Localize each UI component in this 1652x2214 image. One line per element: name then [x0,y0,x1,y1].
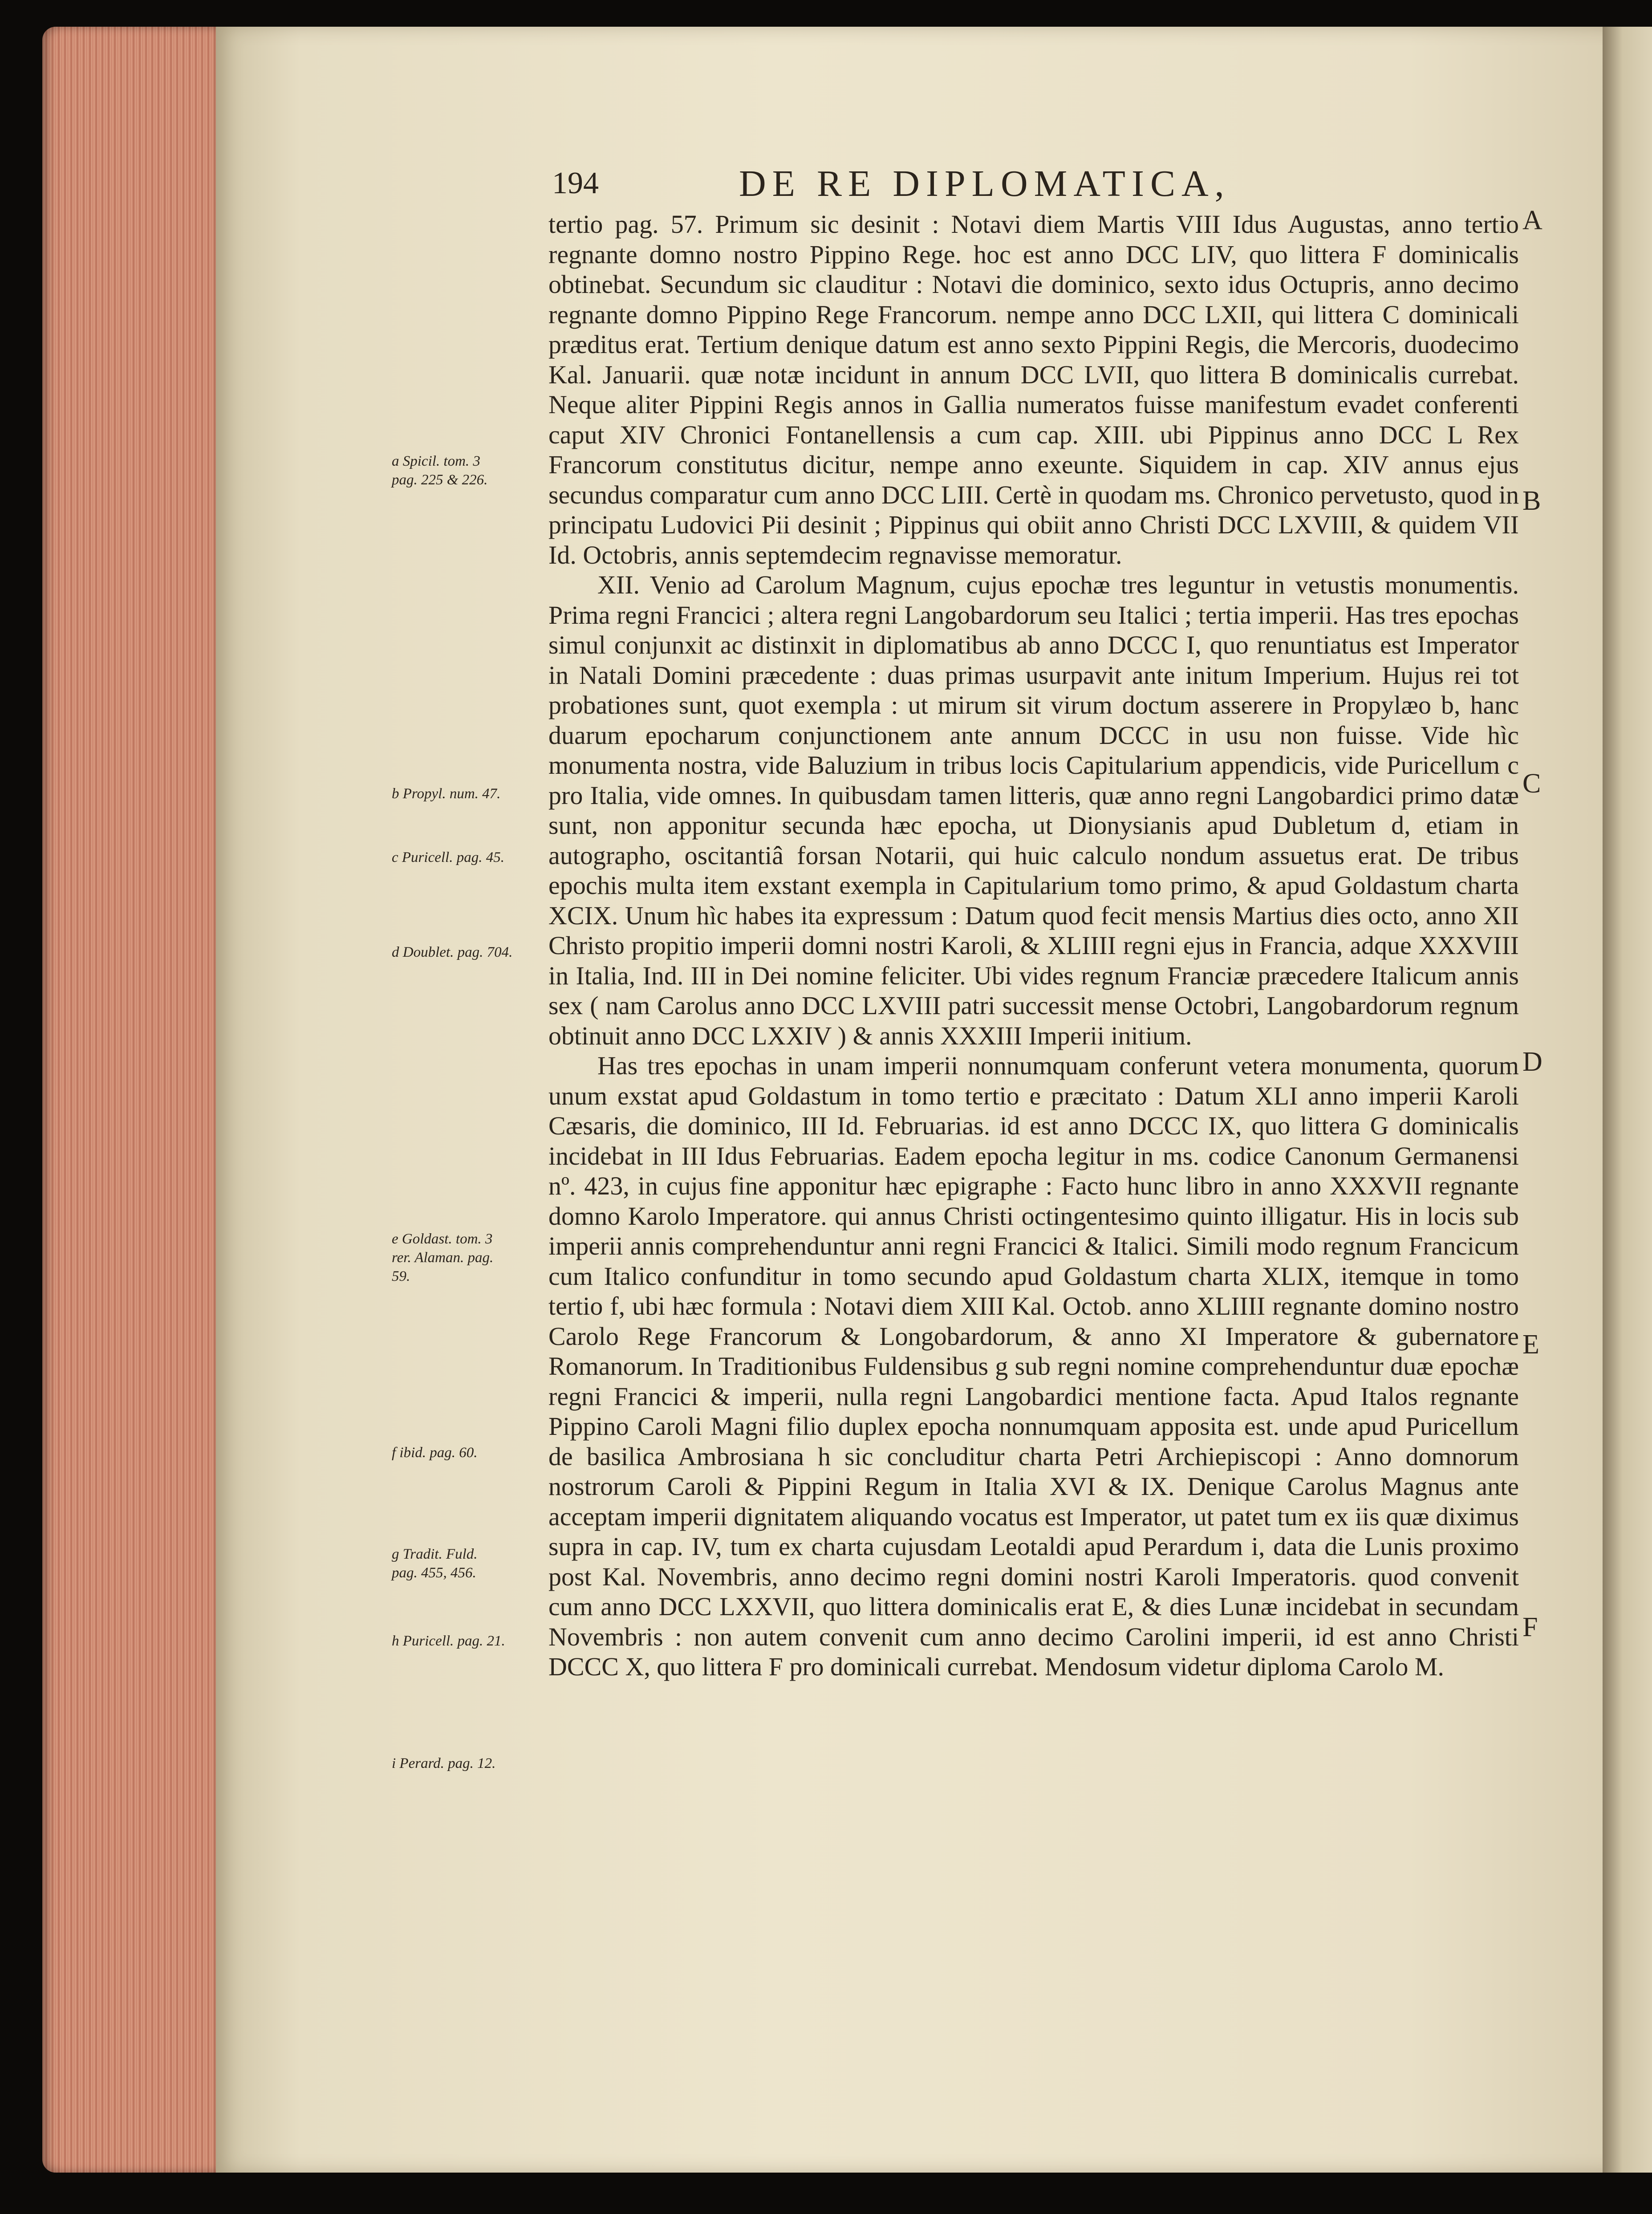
marginal-note-line: pag. 455, 456. [392,1565,476,1581]
paragraph: tertio pag. 57. Primum sic desinit : Notavi diem Martis VIII Idus Augustas, anno tertio regnante domno nostro Pippino Rege. hoc est anno DCC LIV, quo littera F dominicalis obtinebat. Secundum sic clauditur : Notavi die dominico, sexto idus Octupris, anno decimo regnante domno Pippino Rege Francorum. nempe anno DCC LXII, qui littera C dominicali præditus erat. Tertium denique datum est anno sexto Pippini Regis, die Mercoris, duodecimo Kal. Januarii. quæ notæ incidunt in annum DCC LVII, quo littera B dominicalis currebat. Neque aliter Pippini Regis annos in Gallia numeratos fuisse manifestum evadet conferenti caput XIV Chronici Fontanellensis a cum cap. XIII. ubi Pippinus anno DCC L Rex Francorum constitutus dicitur, nempe anno exeunte. Siquidem in cap. XIV annus ejus secundus comparatur cum anno DCC LIII. Certè in quodam ms. Chronico pervetusto, quod in principatu Ludovici Pii desinit ; Pippinus qui obiit anno Christi DCC LXVIII, & quidem VII Id. Octobris, annis septemdecim regnavisse memoratur. [548,210,1519,569]
marginal-note-line: b Propyl. num. 47. [392,786,501,802]
marginal-note-line: g Tradit. Fuld. [392,1546,478,1562]
page-number: 194 [552,166,599,200]
section-letter-e: E [1522,1329,1539,1360]
section-letter-c: C [1522,768,1541,799]
marginal-note-line: e Goldast. tom. 3 [392,1231,493,1247]
section-letter-d: D [1522,1047,1542,1077]
marginal-note-line: 59. [392,1268,410,1284]
page-header [552,163,1514,215]
main-text [548,209,1519,1682]
section-letter-a: A [1522,205,1542,236]
marginal-note-line: d Doublet. pag. 704. [392,944,513,960]
marginal-note-line: c Puricell. pag. 45. [392,849,504,865]
book-page-edges [42,27,216,2173]
facing-page-edge [1603,27,1652,2173]
marginal-note-g [392,1545,543,1582]
marginal-note-c [392,848,543,867]
marginal-note-line: f ibid. pag. 60. [392,1445,478,1461]
running-title: DE RE DIPLOMATICA, [739,163,1230,204]
marginal-note-line: h Puricell. pag. 21. [392,1633,505,1649]
paragraph: Has tres epochas in unam imperii nonnumquam conferunt vetera monumenta, quorum unum exstat apud Goldastum in tomo tertio e præcitato : Datum XLI anno imperii Karoli Cæsaris, die dominico, III Id. Februarias. id est anno DCCC IX, quo littera G dominicalis incidebat in III Idus Februarias. Eadem epocha legitur in ms. codice Canonum Germanensi nº. 423, in cujus fine apponitur hæc epigraphe : Facto hunc libro in anno XXXVII regnante domno Karolo Imperatore. qui annus Christi octingentesimo quinto illigatur. His in locis sub imperii annis comprehenduntur anni regni Francici & Italici. Simili modo regnum Francicum cum Italico confunditur in tomo secundo apud Goldastum charta XLIX, itemque in tomo tertio f, ubi hæc formula : Notavi diem XIII Kal. Octob. anno XLIIII regnante domino nostro Carolo Rege Francorum & Longobardorum, & anno XI Imperatore & gubernatore Romanorum. In Traditionibus Fuldensibus g sub regni nomine comprehenduntur duæ epochæ regni Francici & imperii, nulla regni Langobardici mentione facta. Apud Italos regnante Pippino Caroli Magni filio duplex epocha nonnumquam apposita est. unde apud Puricellum de basilica Ambrosiana h sic concluditur charta Petri Archiepiscopi : Anno domnorum nostrorum Caroli & Pippini Regum in Italia XVI & IX. Denique Carolus Magnus ante acceptam imperii dignitatem aliquando vocatus est Imperator, ut patet tum ex iis quæ diximus supra in cap. IV, tum ex charta cujusdam Leotaldi apud Perardum i, data die Lunis proximo post Kal. Novembris, anno decimo regni domini nostri Karoli Imperatoris. quod convenit cum anno DCC LXXVII, quo littera dominicalis erat E, & dies Lunæ incidebat in secundam Novembris : non autem convenit cum anno decimo Carolini imperii, id est anno Christi DCCC X, quo littera F pro dominicali currebat. Mendosum videtur diploma Carolo M. [548,1051,1519,1681]
marginal-note-line: rer. Alaman. pag. [392,1250,494,1266]
marginal-note-f [392,1443,543,1462]
marginal-note-line: a Spicil. tom. 3 [392,453,480,469]
marginal-note-b [392,784,543,803]
marginal-note-e [392,1230,543,1286]
marginal-note-d [392,943,543,962]
marginal-note-a [392,452,543,489]
paragraph: XII. Venio ad Carolum Magnum, cujus epochæ tres leguntur in vetustis monumentis. Prima regni Francici ; altera regni Langobardorum seu Italici ; tertia imperii. Has tres epochas simul conjunxit ac distinxit in diplomatibus ab anno DCCC I, quo renuntiatus est Imperator in Natali Domini præcedente : duas primas usurpavit ante initum Imperium. Hujus rei tot probationes sunt, quot exempla : ut mirum sit virum doctum asserere in Propylæo b, hanc duarum epocharum conjunctionem ante annum DCCC in usu non fuisse. Vide hìc monumenta nostra, vide Baluzium in tribus locis Capitularium appendicis, vide Puricellum c pro Italia, vide omnes. In quibusdam tamen litteris, quæ anno regni Langobardici primo datæ sunt, non apponitur secunda hæc epocha, ut Dionysianis apud Dubletum d, etiam in autographo, oscitantiâ forsan Notarii, qui huic calculo nondum assuetus erat. De tribus epochis multa item exstant exempla in Capitularium tomo primo, & apud Goldastum charta XCIX. Unum hìc habes ita expressum : Datum quod fecit mensis Martius dies octo, anno XII Christo propitio imperii domni nostri Karoli, & XLIIII regni ejus in Francia, adque XXXVIII in Italia, Ind. III in Dei nomine feliciter. Ubi vides regnum Franciæ præcedere Italicum annis sex ( nam Carolus anno DCC LXVIII patri successit mense Octobri, Langobardorum regnum obtinuit anno DCC LXXIV ) & annis XXXIII Imperii initium. [548,570,1519,1050]
marginal-note-i [392,1754,543,1773]
section-letter-f: F [1522,1612,1538,1642]
marginal-note-h [392,1632,543,1650]
marginal-note-line: i Perard. pag. 12. [392,1755,496,1771]
marginal-note-line: pag. 225 & 226. [392,472,488,488]
section-letter-b: B [1522,486,1541,516]
